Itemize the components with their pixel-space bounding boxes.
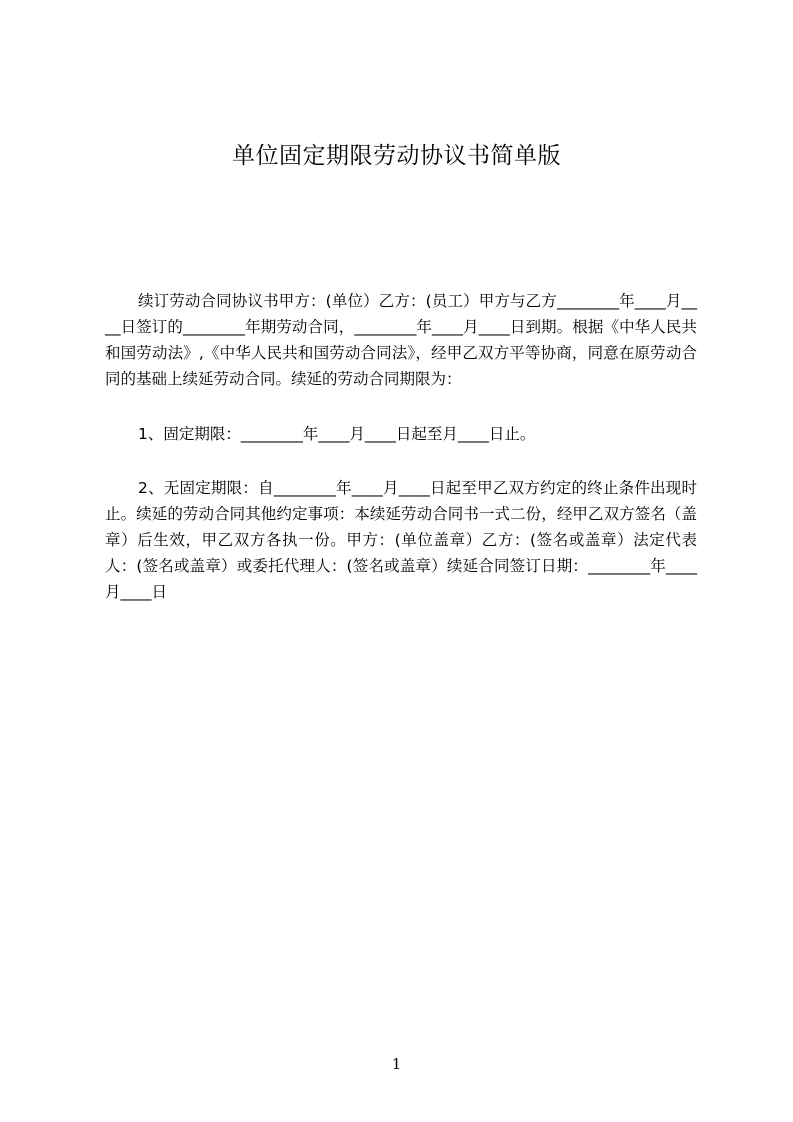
fixed-term-paragraph: 1、固定期限：________年____月____日起至月____日止。 xyxy=(138,425,536,443)
document-title: 单位固定期限劳动协议书简单版 xyxy=(232,143,561,169)
page-number: 1 xyxy=(391,1055,402,1073)
renewal-agreement-paragraph: 续订劳动合同协议书甲方：(单位）乙方：(员工）甲方与乙方________年____月____日签订的________年期劳动合同，________年____月____日到期。根据《中华人民共和国劳动法》,《中华人民共和国劳动合同法》，经甲乙双方平等协商，同意在原劳动合同的基础上续延劳动合同。续延的劳动合同期限为： xyxy=(105,292,697,388)
open-term-paragraph: 2、无固定期限：自________年____月____日起至甲乙双方约定的终止条件出现时止。续延的劳动合同其他约定事项：本续延劳动合同书一式二份，经甲乙双方签名（盖章）后生效，甲乙双方各执一份。甲方：(单位盖章）乙方：(签名或盖章）法定代表人：(签名或盖章）或委托代理人：(签名或盖章）续延合同签订日期：________年____月____日 xyxy=(105,479,697,601)
